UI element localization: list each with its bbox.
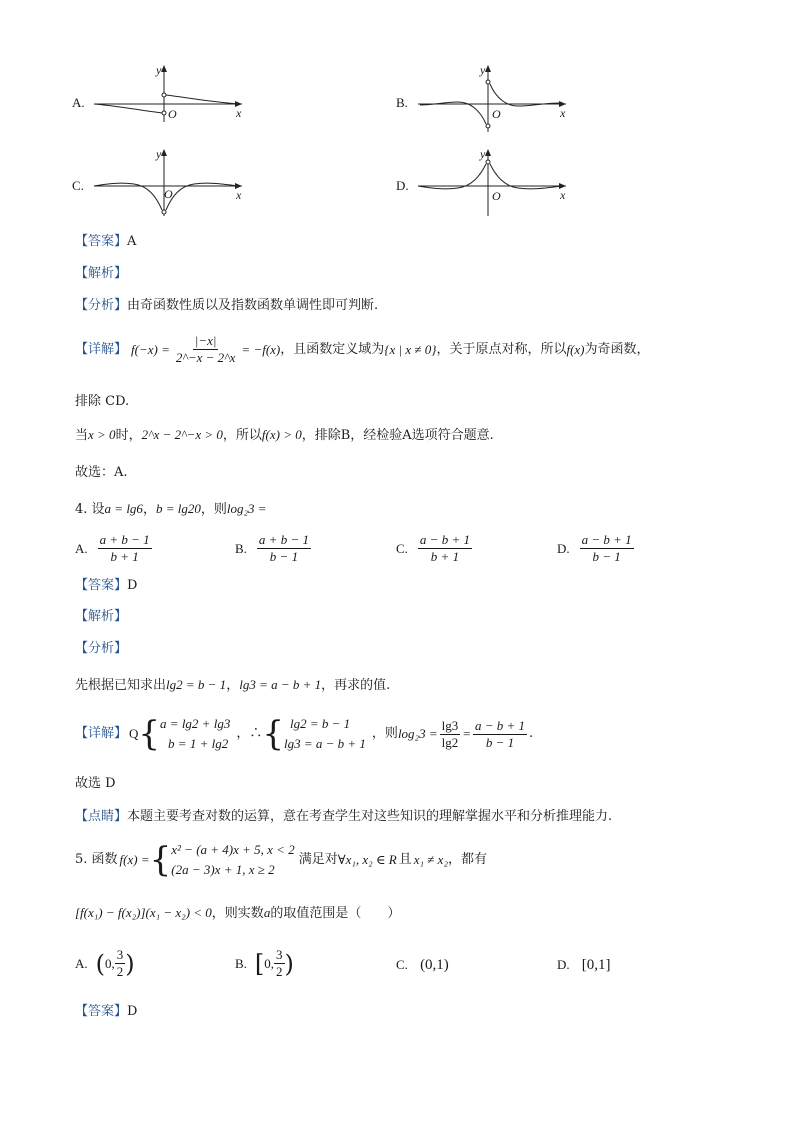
- q5-option-d: D. [0,1]: [557, 957, 611, 973]
- graph-b: [414, 62, 574, 134]
- graph-b-label: B.: [396, 95, 408, 110]
- q3-line2: 排除 CD.: [75, 394, 130, 409]
- q4-option-a: A. $\frac{a + b - 1}{b + 1}$: [75, 532, 150, 564]
- graph-b-o: O: [492, 107, 501, 121]
- q3-answer-line: [75, 233, 136, 251]
- xj-text2: ，关于原点对称，所以: [436, 341, 567, 357]
- xj-domain: {x | x ≠ 0}: [384, 341, 437, 357]
- xj-text3: 为奇函数，: [584, 341, 650, 357]
- q4-fenxi-tag: 【分析】: [75, 641, 128, 656]
- q3-jiexi-tag: 【解析】: [75, 266, 128, 281]
- graph-a-x: x: [236, 106, 242, 120]
- q4-jiexi-tag: 【解析】: [75, 609, 128, 624]
- q4-option-b: B. $\frac{a + b - 1}{b - 1}$: [235, 532, 309, 564]
- q4-answer-line: 【答案】D: [75, 578, 138, 593]
- q3-line3: 当x > 0时，2^x − 2^−x > 0，所以f(x) > 0，排除B，经检验A选项符合题意.: [75, 427, 494, 443]
- graph-d: [414, 146, 574, 218]
- q3-fenxi-line: [75, 297, 378, 315]
- q3-xiangjie-line: [75, 333, 650, 366]
- q4-dianjing-line: 【点睛】本题主要考查对数的运算，意在考查学生对这些知识的理解掌握水平和分析推理能力.: [75, 809, 613, 824]
- q5-answer-line: 【答案】D: [75, 1004, 138, 1019]
- graph-c: [90, 146, 250, 218]
- graph-c-label: C.: [72, 178, 84, 193]
- answer-value: A: [127, 234, 137, 249]
- graph-a-o: O: [168, 107, 177, 121]
- graph-a: [90, 62, 250, 124]
- q4-option-c: C. $\frac{a - b + 1}{b + 1}$: [396, 532, 470, 564]
- graph-d-o: O: [492, 189, 501, 203]
- graph-c-y: y: [156, 147, 162, 161]
- q5-option-c: C. (0,1): [396, 957, 449, 973]
- q5-condition: [f(x₁) − f(x₂)](x₁ − x₂) < 0，则实数a的取值范围是（ ）: [75, 905, 401, 921]
- q4-stem: 4. 设a = lg6，b = lg20，则log₂3 =: [75, 501, 267, 517]
- q4-option-d: D. $\frac{a - b + 1}{b - 1}$: [557, 532, 632, 564]
- graph-b-y: y: [480, 63, 486, 77]
- graph-d-y: y: [480, 147, 486, 161]
- graph-d-x: x: [560, 188, 566, 202]
- fenxi-text: 由奇函数性质以及指数函数单调性即可判断.: [127, 298, 379, 313]
- q4-conclusion: 故选 D: [75, 776, 116, 791]
- xj-fraction: $\frac{|-x|}{2\^{}-x - 2\^{}x}$: [175, 333, 236, 365]
- xj-fx: f(x): [566, 341, 585, 357]
- fenxi-tag: 【分析】: [75, 298, 128, 313]
- xj-rhs: = −f(x): [241, 341, 281, 357]
- answer-tag: 【答案】: [75, 234, 128, 249]
- xiangjie-tag: 【详解】: [75, 341, 128, 357]
- q4-xiangjie-line: 【详解】 Q { a = lg2 + lg3 b = 1 + lg2 ，∴ { lg2 = b − 1 lg3 = a − b + 1 ，则 log₂3 = $\frac{\lg 3}{\lg 2}$ = $\frac{a - b + 1}{b - 1}$ .: [75, 714, 534, 754]
- graph-b-x: x: [560, 106, 566, 120]
- graph-a-y: y: [156, 63, 162, 77]
- q3-conclusion: 故选：A.: [75, 465, 128, 480]
- graph-d-label: D.: [396, 178, 409, 193]
- q5-option-b: B. [ 0, $\frac{3}{2}$ ): [235, 947, 294, 979]
- graph-a-label: A.: [72, 95, 85, 110]
- graph-c-x: x: [236, 188, 242, 202]
- xj-text1: ，且函数定义域为: [280, 341, 385, 357]
- xj-lhs: f(−x) =: [131, 341, 170, 357]
- q4-fenxi-text: 先根据已知求出lg2 = b − 1，lg3 = a − b + 1，再求的值.: [75, 677, 391, 693]
- q5-stem: 5. 函数 f(x) = { x² − (a + 4)x + 5, x < 2 (2a − 3)x + 1, x ≥ 2 满足对 ∀x₁, x₂ ∈ R 且 x₁ ≠ x₂ ，都有: [75, 840, 487, 880]
- graph-c-o: O: [164, 187, 173, 201]
- q5-option-a: A. ( 0, $\frac{3}{2}$ ): [75, 947, 135, 979]
